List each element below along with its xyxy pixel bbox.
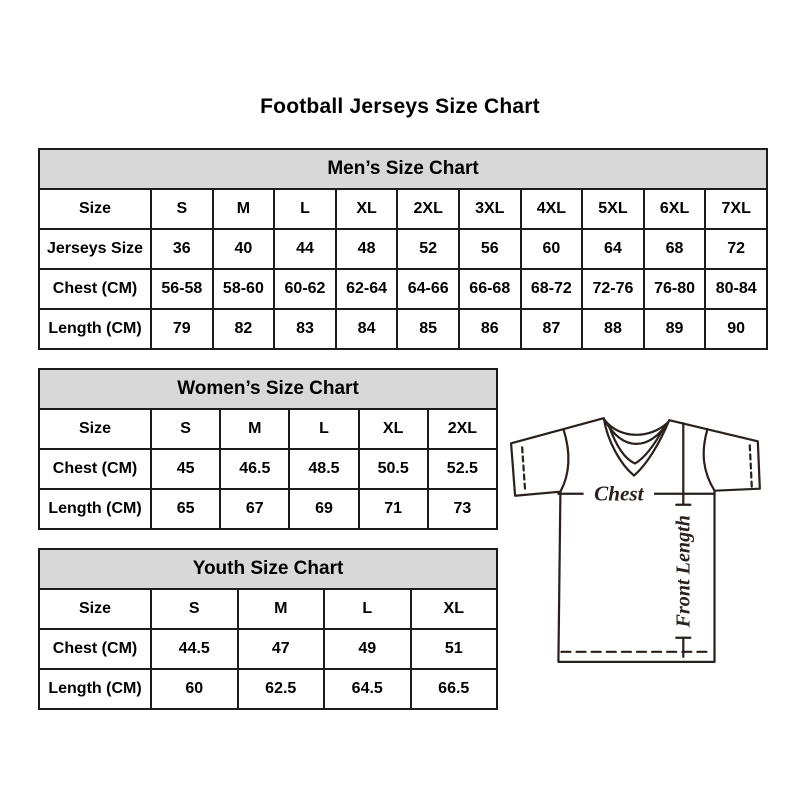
row-label: Chest (CM) — [39, 269, 151, 309]
table-row — [39, 629, 497, 669]
table-row — [39, 669, 497, 709]
size-cell: S — [151, 589, 238, 629]
size-cell: 64-66 — [397, 269, 459, 309]
size-cell: 2XL — [428, 409, 497, 449]
size-cell: 67 — [220, 489, 289, 529]
size-cell: 45 — [151, 449, 220, 489]
size-cell: S — [151, 189, 213, 229]
row-label: Length (CM) — [39, 309, 151, 349]
size-cell: 50.5 — [359, 449, 428, 489]
size-cell: 62.5 — [238, 669, 325, 709]
size-cell: 47 — [238, 629, 325, 669]
size-cell: 3XL — [459, 189, 521, 229]
table-row — [39, 449, 497, 489]
size-cell: M — [213, 189, 275, 229]
size-cell: 6XL — [644, 189, 706, 229]
left-sleeve-seam — [560, 429, 568, 491]
row-label: Size — [39, 589, 151, 629]
size-cell: 58-60 — [213, 269, 275, 309]
row-label: Chest (CM) — [39, 449, 151, 489]
size-cell: 44 — [274, 229, 336, 269]
size-cell: 82 — [213, 309, 275, 349]
chest-measure-label: Chest — [594, 481, 644, 506]
size-cell: 66.5 — [411, 669, 498, 709]
size-cell: L — [324, 589, 411, 629]
size-cell: M — [220, 409, 289, 449]
size-cell: 60-62 — [274, 269, 336, 309]
size-cell: 5XL — [582, 189, 644, 229]
size-cell: XL — [411, 589, 498, 629]
row-label: Length (CM) — [39, 669, 151, 709]
jersey-measurement-diagram — [501, 398, 783, 672]
size-cell: 83 — [274, 309, 336, 349]
row-label: Jerseys Size — [39, 229, 151, 269]
size-cell: L — [289, 409, 358, 449]
size-cell: 72 — [705, 229, 767, 269]
size-cell: 48.5 — [289, 449, 358, 489]
row-label: Size — [39, 189, 151, 229]
size-cell: 48 — [336, 229, 398, 269]
right-sleeve-seam — [704, 429, 715, 490]
size-cell: 51 — [411, 629, 498, 669]
size-cell: 84 — [336, 309, 398, 349]
size-cell: 85 — [397, 309, 459, 349]
size-cell: 2XL — [397, 189, 459, 229]
size-cell: 76-80 — [644, 269, 706, 309]
row-label: Chest (CM) — [39, 629, 151, 669]
size-cell: 56-58 — [151, 269, 213, 309]
women-table-title: Women’s Size Chart — [39, 369, 497, 409]
row-label: Size — [39, 409, 151, 449]
size-cell: 69 — [289, 489, 358, 529]
table-row — [39, 229, 767, 269]
size-cell: 40 — [213, 229, 275, 269]
mens-size-table — [38, 148, 768, 350]
youth-size-table — [38, 548, 498, 710]
size-cell: 60 — [151, 669, 238, 709]
size-cell: 90 — [705, 309, 767, 349]
size-cell: 73 — [428, 489, 497, 529]
size-cell: 89 — [644, 309, 706, 349]
size-cell: 52.5 — [428, 449, 497, 489]
size-cell: 49 — [324, 629, 411, 669]
left-cuff-dashed-line — [522, 447, 525, 491]
size-cell: 65 — [151, 489, 220, 529]
table-row — [39, 409, 497, 449]
table-row — [39, 309, 767, 349]
womens-size-table — [38, 368, 498, 530]
table-row — [39, 489, 497, 529]
size-cell: L — [274, 189, 336, 229]
size-cell: S — [151, 409, 220, 449]
men-table-title: Men’s Size Chart — [39, 149, 767, 189]
page-title: Football Jerseys Size Chart — [260, 95, 540, 118]
table-row — [39, 269, 767, 309]
right-cuff-dashed-line — [750, 445, 752, 486]
size-cell: 68 — [644, 229, 706, 269]
size-cell: 86 — [459, 309, 521, 349]
size-cell: 71 — [359, 489, 428, 529]
jersey-diagram-svg — [501, 398, 783, 672]
size-cell: 44.5 — [151, 629, 238, 669]
size-cell: 4XL — [521, 189, 583, 229]
size-cell: 60 — [521, 229, 583, 269]
size-cell: 46.5 — [220, 449, 289, 489]
row-label: Length (CM) — [39, 489, 151, 529]
size-cell: 72-76 — [582, 269, 644, 309]
size-cell: 88 — [582, 309, 644, 349]
front-length-measure-label: Front Length — [672, 515, 695, 628]
youth-table-title: Youth Size Chart — [39, 549, 497, 589]
size-cell: 7XL — [705, 189, 767, 229]
size-cell: 64 — [582, 229, 644, 269]
size-cell: 68-72 — [521, 269, 583, 309]
size-cell: 56 — [459, 229, 521, 269]
jersey-outline-path — [511, 418, 760, 662]
size-cell: XL — [336, 189, 398, 229]
size-cell: 79 — [151, 309, 213, 349]
size-cell: 64.5 — [324, 669, 411, 709]
table-row — [39, 589, 497, 629]
size-cell: M — [238, 589, 325, 629]
table-row — [39, 189, 767, 229]
size-cell: 87 — [521, 309, 583, 349]
size-cell: 80-84 — [705, 269, 767, 309]
size-cell: 62-64 — [336, 269, 398, 309]
size-cell: 66-68 — [459, 269, 521, 309]
size-cell: XL — [359, 409, 428, 449]
size-cell: 36 — [151, 229, 213, 269]
size-cell: 52 — [397, 229, 459, 269]
